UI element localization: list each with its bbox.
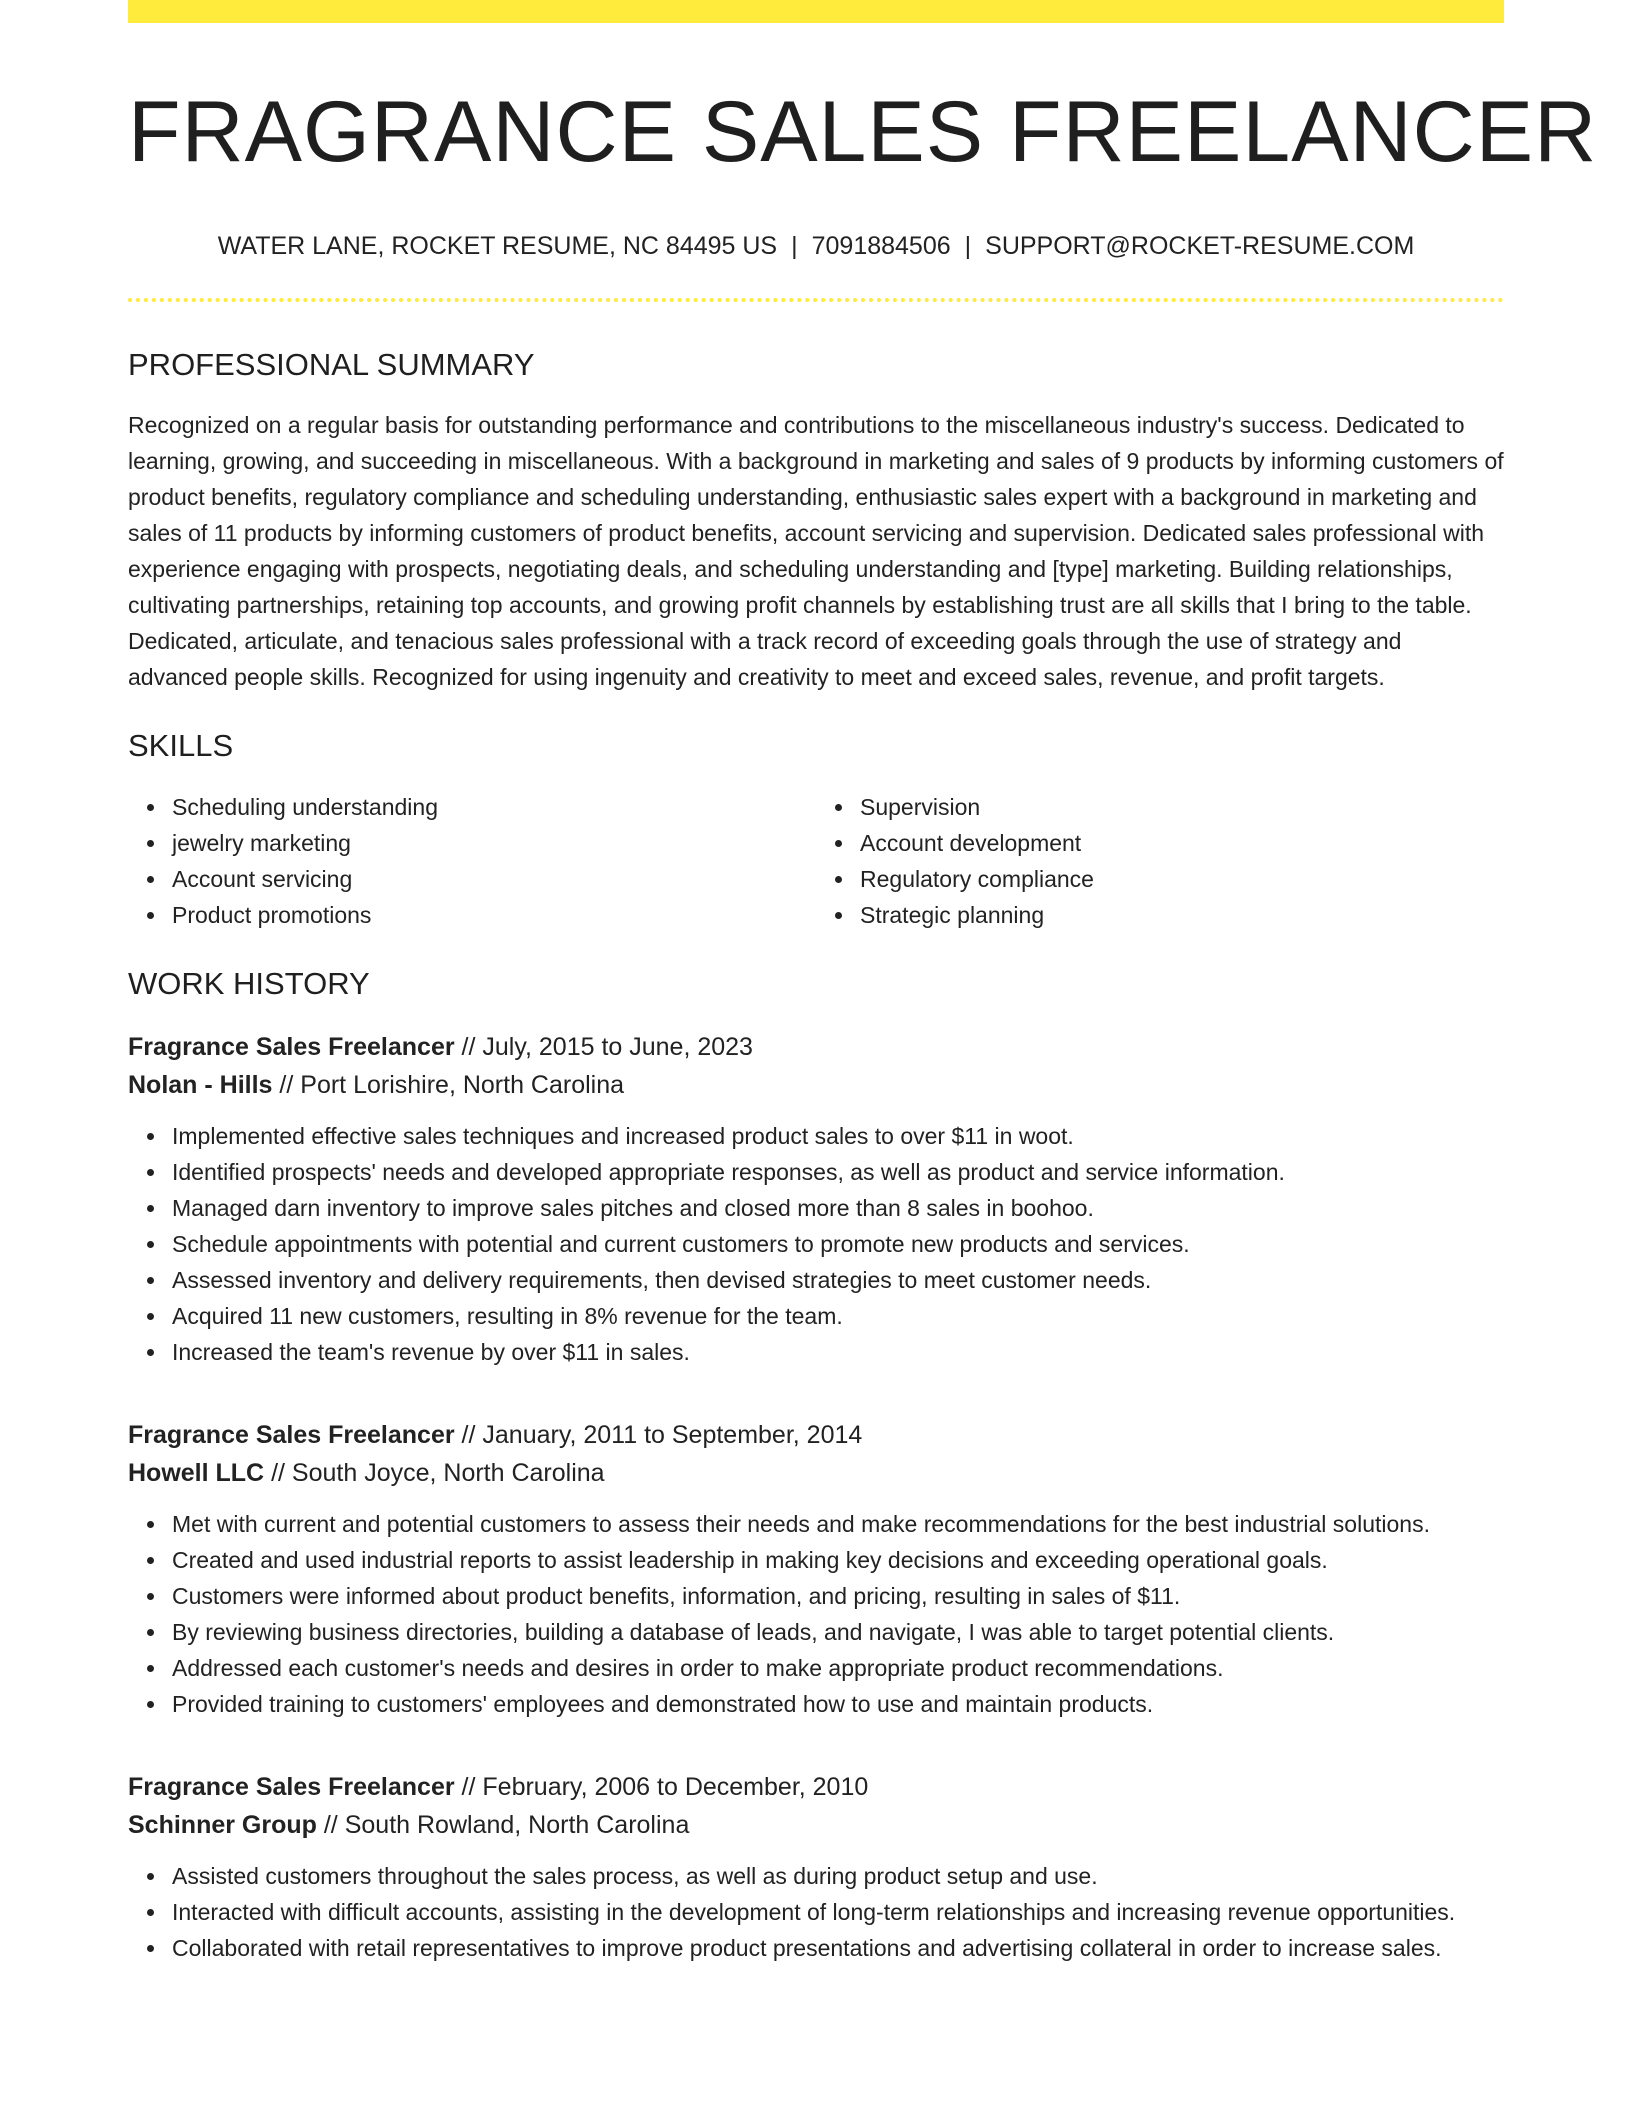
job-location: Port Lorishire, North Carolina	[300, 1070, 625, 1099]
skill-item: Strategic planning	[860, 897, 1504, 933]
accent-top-bar	[128, 0, 1504, 23]
contact-separator: |	[964, 232, 972, 261]
job-company: Howell LLC	[128, 1458, 265, 1487]
job-company-line	[128, 1454, 1504, 1492]
contact-line	[128, 232, 1504, 261]
job-company: Schinner Group	[128, 1810, 317, 1839]
job-bullet: Customers were informed about product benefits, information, and pricing, resulting in sales of $11.	[172, 1578, 1504, 1614]
job-separator: //	[461, 1772, 476, 1801]
job-bullets	[128, 1858, 1504, 1966]
work-history-heading: WORK HISTORY	[128, 965, 370, 1001]
job-title-line	[128, 1768, 1504, 1806]
contact-phone: 7091884506	[811, 232, 951, 261]
skill-item: Product promotions	[172, 897, 816, 933]
job-bullet: Interacted with difficult accounts, assisting in the development of long-term relationships and increasing revenue opportunities.	[172, 1894, 1504, 1930]
job-title: Fragrance Sales Freelancer	[128, 1032, 455, 1061]
skill-item: Account development	[860, 825, 1504, 861]
job-company: Nolan - Hills	[128, 1070, 273, 1099]
job-bullet: Met with current and potential customers to assess their needs and make recommendations for the best industrial solutions.	[172, 1506, 1504, 1542]
job-bullet: Collaborated with retail representatives to improve product presentations and advertising collateral in order to increase sales.	[172, 1930, 1504, 1966]
job-bullet: Created and used industrial reports to assist leadership in making key decisions and exceeding operational goals.	[172, 1542, 1504, 1578]
job-bullet: Addressed each customer's needs and desires in order to make appropriate product recommendations.	[172, 1650, 1504, 1686]
contact-address: WATER LANE, ROCKET RESUME, NC 84495 US	[217, 232, 778, 261]
job-bullet: By reviewing business directories, building a database of leads, and navigate, I was able to target potential clients.	[172, 1614, 1504, 1650]
contact-email: SUPPORT@ROCKET-RESUME.COM	[985, 232, 1415, 261]
job-title: Fragrance Sales Freelancer	[128, 1772, 455, 1801]
job-bullet: Assisted customers throughout the sales process, as well as during product setup and use.	[172, 1858, 1504, 1894]
skill-item: Account servicing	[172, 861, 816, 897]
job-separator: //	[323, 1810, 338, 1839]
skill-item: Regulatory compliance	[860, 861, 1504, 897]
job-entry	[128, 1768, 1504, 1966]
job-dates: January, 2011 to September, 2014	[482, 1420, 863, 1449]
job-separator: //	[461, 1420, 476, 1449]
job-bullet: Implemented effective sales techniques and increased product sales to over $11 in woot.	[172, 1118, 1504, 1154]
job-bullet: Schedule appointments with potential and current customers to promote new products and services.	[172, 1226, 1504, 1262]
job-entry	[128, 1416, 1504, 1722]
job-separator: //	[271, 1458, 285, 1487]
job-bullets	[128, 1506, 1504, 1722]
skills-column-left	[128, 789, 816, 933]
job-dates: July, 2015 to June, 2023	[482, 1032, 753, 1061]
skills-heading: SKILLS	[128, 728, 234, 764]
job-bullets	[128, 1118, 1504, 1370]
job-bullet: Increased the team's revenue by over $11 in sales.	[172, 1334, 1504, 1370]
contact-separator: |	[791, 232, 798, 261]
job-company-line	[128, 1806, 1504, 1844]
job-bullet: Provided training to customers' employees and demonstrated how to use and maintain products.	[172, 1686, 1504, 1722]
job-separator: //	[279, 1070, 294, 1099]
job-location: South Rowland, North Carolina	[344, 1810, 690, 1839]
skill-item: Scheduling understanding	[172, 789, 816, 825]
skills-column-right	[816, 789, 1504, 933]
summary-heading: PROFESSIONAL SUMMARY	[128, 347, 535, 383]
job-title-line	[128, 1028, 1504, 1066]
summary-text: Recognized on a regular basis for outstanding performance and contributions to the miscellaneous industry's success. Dedicated to learning, growing, and succeeding in miscellaneous. With a background in marketing and sales of 9 products by informing customers of product benefits, regulatory compliance and scheduling understanding, enthusiastic sales expert with a background in marketing and sales of 11 products by informing customers of product benefits, account servicing and supervision. Dedicated sales professional with experience engaging with prospects, negotiating deals, and scheduling understanding and [type] marketing. Building relationships, cultivating partnerships, retaining top accounts, and growing profit channels by establishing trust are all skills that I bring to the table. Dedicated, articulate, and tenacious sales professional with a track record of exceeding goals through the use of strategy and advanced people skills. Recognized for using ingenuity and creativity to meet and exceed sales, revenue, and profit targets.	[128, 412, 1504, 691]
job-title: Fragrance Sales Freelancer	[128, 1420, 455, 1449]
job-bullet: Identified prospects' needs and developed appropriate responses, as well as product and service information.	[172, 1154, 1504, 1190]
resume-page	[128, 0, 1598, 1966]
job-location: South Joyce, North Carolina	[291, 1458, 605, 1487]
skill-item: Supervision	[860, 789, 1504, 825]
candidate-name: FRAGRANCE SALES FREELANCER	[128, 84, 1598, 180]
job-entry	[128, 1028, 1504, 1370]
job-bullet: Acquired 11 new customers, resulting in 8% revenue for the team.	[172, 1298, 1504, 1334]
job-title-line	[128, 1416, 1504, 1454]
skill-item: jewelry marketing	[172, 825, 816, 861]
dotted-divider	[128, 298, 1504, 302]
skills-grid	[128, 789, 1504, 933]
job-company-line	[128, 1066, 1504, 1104]
job-separator: //	[461, 1032, 476, 1061]
job-dates: February, 2006 to December, 2010	[482, 1772, 869, 1801]
job-bullet: Managed darn inventory to improve sales pitches and closed more than 8 sales in boohoo.	[172, 1190, 1504, 1226]
job-bullet: Assessed inventory and delivery requirements, then devised strategies to meet customer needs.	[172, 1262, 1504, 1298]
